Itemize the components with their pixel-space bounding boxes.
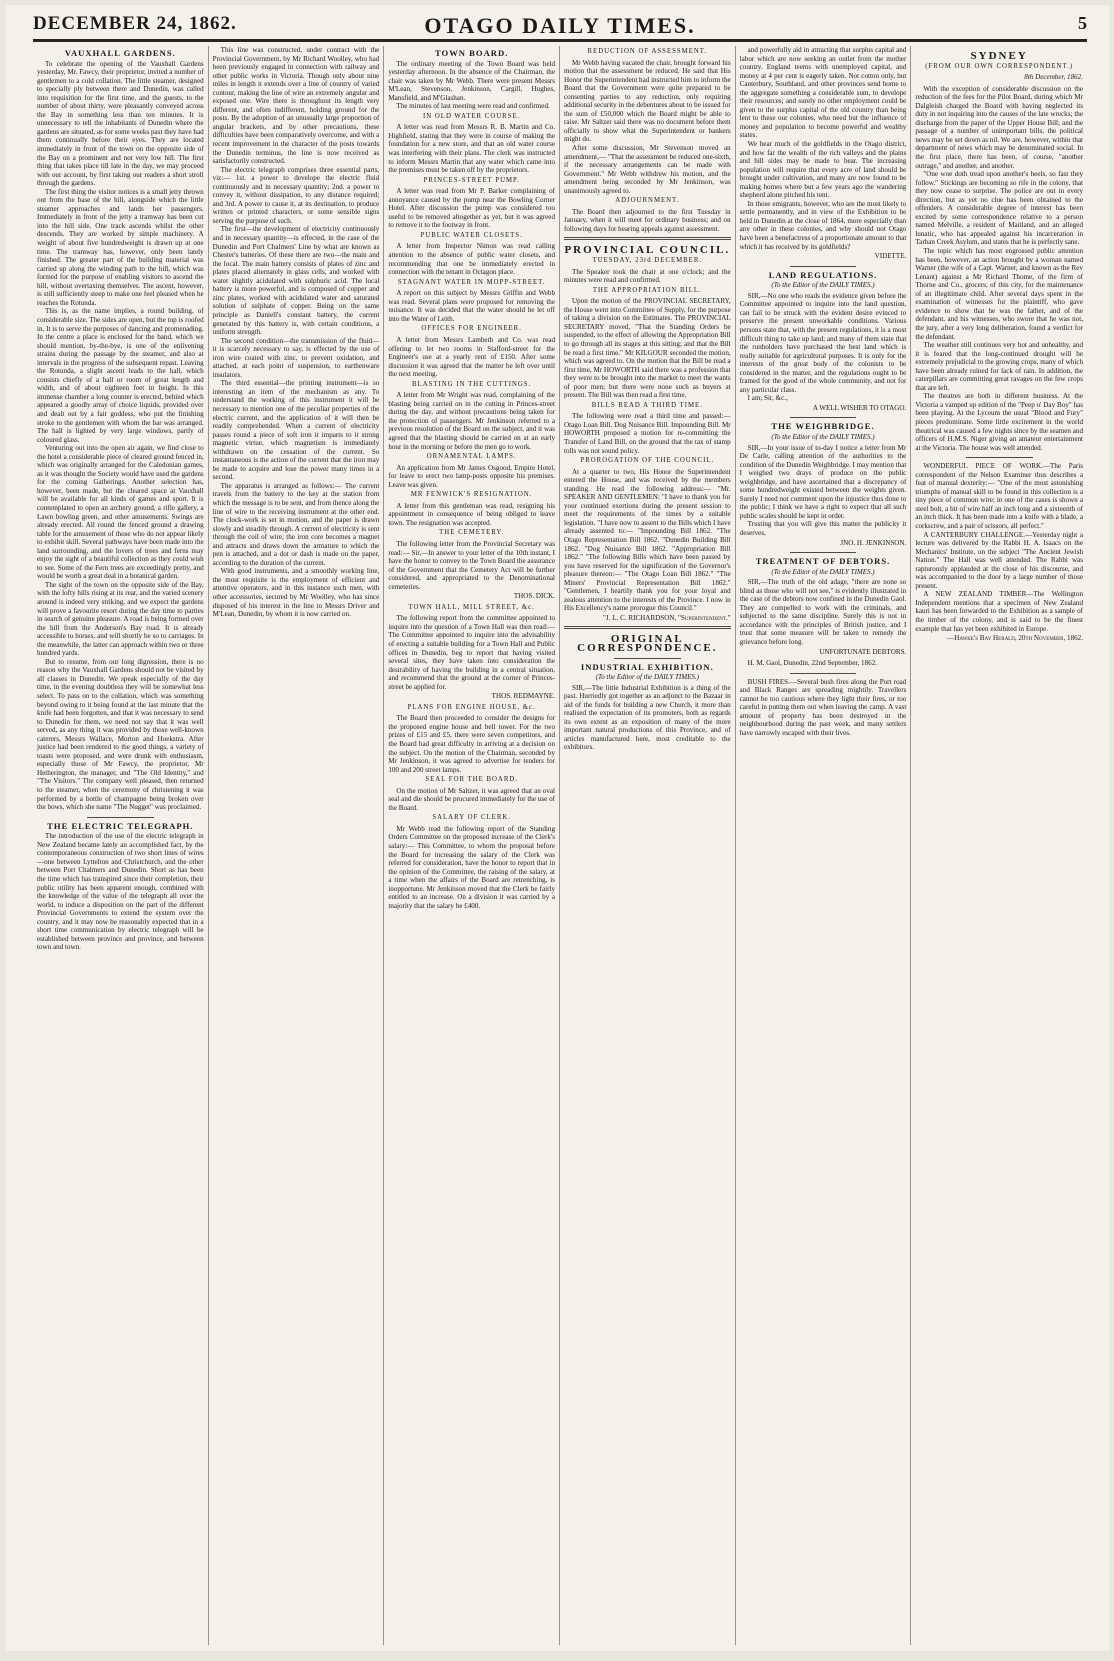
paragraph: The weather still continues very hot and unhealthy, and it is feared that the long-continued drought will be extremely prejudicial to the growing crops, many of which have been already ruined for lack of rain. In addition, the caterpillars are committing great ravages on the few crops that are left. bbox=[915, 341, 1083, 392]
subheading: OFFICES FOR ENGINEER. bbox=[421, 325, 522, 333]
session-date: TUESDAY, 23rd DECEMBER. bbox=[592, 257, 703, 265]
paragraph: A NEW ZEALAND TIMBER—The Wellington Independent mentions that a specimen of New Zealand kauri has been forwarded to the Exhibition as a sample of the timber of the colony, and is said to be the finest example that has yet been exhibited in Europe. bbox=[915, 590, 1083, 633]
paragraph: The Board then proceeded to consider the designs for the proposed engine house and bell tower. For the two prizes of £15 and £5, there were seven competitors, and the Board had great difficulty in arriving at a decision on the subject. On the motion of the Chairman, seconded by Mr Jenkinson, it was agreed to advertise for tenders for 100 and 200 street lamps. bbox=[388, 714, 555, 774]
paragraph: The minutes of last meeting were read and confirmed. bbox=[396, 102, 550, 111]
column-1 bbox=[33, 46, 209, 1645]
paragraph: The ordinary meeting of the Town Board was held yesterday afternoon. In the absence of the Chairman, the chair was taken by Mr Webb. There were present Messrs M'Lean, Stevenson, Jenkinson, Cargill, Hughes, Mansfield, and M'Glashan. bbox=[388, 59, 555, 102]
paragraph: SIR,—The truth of the old adage, "there are none so blind as those who will not see," is evidently illustrated in the case of the debtors now confined in the Dunedin Gaol. They are compelled to work with the criminals, and subjected to the same discipline. Surely this is not in accordance with the principles of British justice, and I trust that some measure will be taken to remedy the grievance before long. bbox=[739, 578, 907, 646]
newspaper-title: OTAGO DAILY TIMES. bbox=[424, 13, 696, 38]
heading-weighbridge: THE WEIGHBRIDGE. bbox=[771, 421, 875, 432]
signature: UNFORTUNATE DEBTORS. bbox=[819, 647, 907, 656]
newspaper-page bbox=[5, 5, 1109, 1651]
subheading: PRINCES-STREET PUMP. bbox=[423, 176, 520, 184]
subheading: TOWN HALL, MILL STREET, &c. bbox=[408, 603, 535, 611]
paragraph: At a quarter to two, His Honor the Superintendent entered the House, and was received by the members standing. He read the following address:— "Mr. SPEAKER AND GENTLEMEN: "I have to thank you for your continued exertions during the present session to meet the requirements of the times by a suitable legislation. "I have now to assent to the Bills which I have already assented to:— "Impounding Bill 1862. "The Otago Representation Bill 1862. "Dunedin Building Bill 1862. "Dog Nuisance Bill 1862. "Appropriation Bill 1862." "The following Bills which have been passed by you have reserved for the signification of the Governor's pleasure thereon:— "The Otago Loan Bill 1862." "The Miners' Provincial Representation Bill 1862." "Gentlemen, I heartily thank you for your loyal and zealous attention to the interests of the Province. I now in His Excellency's name prorogue this Council." bbox=[564, 467, 731, 613]
paragraph: A report on this subject by Messrs Griffin and Webb was read. Several plans were proposed for removing the nuisance. It was decided that the water should be let off into the Water of Leith. bbox=[388, 289, 555, 323]
heading-provincial-council: PROVINCIAL COUNCIL. bbox=[564, 244, 731, 257]
paragraph: The electric telegraph comprises three essential parts, viz:— 1st. a power to develope the electric fluid continuously and in necessary quantity; 2nd. a power to convey it, without dissipation, to any distance required; and 3rd. A power to cause it, at its destination, to produce written or printed characters, or some sensible signs serving the purpose of such. bbox=[212, 165, 380, 225]
column-6 bbox=[911, 46, 1087, 1645]
paragraph: In those emigrants, however, who are the most likely to settle permanently, and in view of the Exhibition to be held in Dunedin at the close of 1864, more especially than any other in these colonies, and why should not Otago have been a benefactress of a proportionate amount to that which it has received by its goldfields? bbox=[739, 199, 907, 251]
signature: JNO. H. JENKINSON. bbox=[840, 538, 907, 547]
paragraph: The theatres are both in different business. At the Victoria a vamped up edition of the "Peep o' Day Boy" has been playing. At the Lyceum the usual "Blood and Fury" pieces predominate. Some little excitement in the world theatrical was caused a few nights since by the seamen and officers of H.M.S. Niger giving an amateur entertainment at the Victoria. The house was well attended. bbox=[915, 392, 1083, 452]
subheading: REDUCTION OF ASSESSMENT. bbox=[587, 48, 708, 55]
letter-address: (To the Editor of the DAILY TIMES.) bbox=[595, 673, 699, 682]
paragraph: The second condition—the transmission of the fluid—it is scarcely necessary to say, is effected by the use of iron wire coated with zinc, to prevent oxidation, and attached, at each point of suspension, to earthenware insulators. bbox=[212, 336, 380, 379]
heading-electric-telegraph: THE ELECTRIC TELEGRAPH. bbox=[47, 820, 194, 831]
paragraph: A letter from Mr Wright was read, complaining of the blasting being carried on in the cutting in Princes-street during the day, and without precautions being taken for the protection of passengers. Mr Jenkinson referred to a previous resolution of the Board on the subject, and it was agreed that the blasting should be carried on at an early hour in the morning or before the men go to work. bbox=[388, 391, 555, 451]
subheading: BILLS READ A THIRD TIME. bbox=[591, 401, 703, 409]
column-5 bbox=[736, 46, 912, 1645]
paragraph: With good instruments, and a smoothly working line, the most requisite is the employment of efficient and attentive operators, and in this instance such men, with other accessories, secured by Mr Woolley, who has since disposed of his interest in the line to Messrs Driver and M'Lean, Dunedin, by whom it is now carried on. bbox=[212, 567, 380, 619]
paragraph: This is, as the name implies, a round building, of considerable size. The sides are open, but the top is roofed in. It is to serve the purposes of dancing and promenading. In the centre a place is enclosed for the band, which we should mention, by-the-bye, is one of the enlivening strains during the passage by the steamer, and also at intervals in the progress of the subsequent repast. Leaving the Rotunda, a slight ascent leads to the hall, which consists chiefly of a hall or room of great length and width, and of about eighteen feet in height. In this immense chamber a long counter is erected, behind which appeared a goodly array of choice liquids, provided over and dealt out by a fair goddess, who put the finishing stroke to the gentlemen with whom the bar was arranged. The hall is lighted by very large windows, partly of coloured glass. bbox=[37, 307, 204, 444]
paragraph: A letter from Inspector Nimon was read calling attention to the absence of public water closets, and recommending that one be immediately erected in connection with the tenant in Octagon place. bbox=[388, 242, 555, 277]
subheading: MR FENWICK'S RESIGNATION. bbox=[410, 491, 533, 499]
paragraph: But to resume, from our long digression, there is no reason why the Vauxhall Gardens should not be visited by all classes in Dunedin. We speak especially of the day time, in the evening doubtless they will be somewhat less select. To pass on to the collation, which was something beyond owing to it being found at the last minute that the knife had been forgotten, and that it was necessary to send to Dunedin for them, we need not say that it was well served, as any thing it was provided by those well-known caterers, Messrs Wallace, Morton and Hoekstra. After justice had been rendered to the good things, a variety of toasts were proposed, and were drunk with enthusiasm, especially those of Mr Fawcy, the proprietor, Mr Hetherington, the manager, and "The Old Identity," and "The Visitors." The company well pleased, then returned to the steamer, when the ceremony of christening it was performed by a bottle of champagne being broken over the bows, which she name "The Nugget" was proclaimed. bbox=[37, 657, 204, 812]
heading-industrial-exhibition: INDUSTRIAL EXHIBITION. bbox=[580, 661, 714, 672]
paragraph: This line was constructed, under contract with the Provincial Government, by Mr Richard Woolley, who had been previously engaged in connection with railway and other public works in Victoria. Though only about nine miles in length it extends over a line of country of varied contour, making the line of wire an extremely angular and exposed one. Wire there is throughout its length very different, and often indifferent, holding ground for the posts. By the adoption of an unusually large proportion of angular brackets, and by other precautions, these difficulties have been comparatively overcome, and with a recent improvement in the character of the posts towards the Dunedin terminus, the line is now received as satisfactorily constructed. bbox=[212, 46, 380, 166]
paragraph: The topic which has most engrossed public attention has been, however, an action brought by a woman named Warner (the wife of a Capt. Warner, and known as the Rev Lenant) against a Mr Richard Thome, of the firm of Thorne and Co., grocers, of this city, for the maintenance of an illegitimate child. After several days spent in the examination of witnesses for the plaintiff, who gave evidence to show that he was the father, and of the defendant, and his witnesses, who swore that he was not, the jury, after a very long deliberation, found a verdict for the defendant. bbox=[915, 247, 1083, 341]
signature: THOS. DICK. bbox=[513, 592, 555, 601]
heading-original-correspondence: ORIGINAL CORRESPONDENCE. bbox=[577, 633, 718, 654]
column-2 bbox=[209, 46, 385, 1645]
subheading: SALARY OF CLERK. bbox=[432, 814, 511, 822]
paragraph: After some discussion, Mr Stevenson moved an amendment,— "That the assessment be reduced one-sixth, if the necessary arrangements can be made with Government." Mr Webb withdrew his motion, and the amendment being seconded by Mr Jenkinson, was unanimously agreed to. bbox=[564, 144, 731, 195]
divider bbox=[564, 237, 731, 240]
letter-address: (To the Editor of the DAILY TIMES.) bbox=[771, 281, 875, 290]
paragraph: SIR,—The little Industrial Exhibition is a thing of the past. Hurriedly got together as an adjunct to the Bazaar in aid of the funds for building a new Church, it more than realised the expectation of its promoters, both as regards its own extent as an exposition of many of the more important natural productions of this Province, and of articles manufactured here, most creditable to the exhibitors. bbox=[564, 683, 731, 752]
paragraph: Trusting that you will give this matter the publicity it deserves, bbox=[739, 520, 907, 537]
subheading: THE APPROPRIATION BILL. bbox=[592, 286, 702, 294]
heading-vauxhall-gardens: VAUXHALL GARDENS. bbox=[64, 48, 176, 58]
divider bbox=[790, 552, 857, 553]
paragraph: The third essential—the printing instrument—is so interesting an item of the mechanism as any. To understand the working of this instrument it will be necessary to mention one of the peculiar properties of the electric current, and the application of it will then be readily comprehended. When a current of electricity passes round a piece of soft iron it imparts to it strong magnetic virtue, which magnetism is immediately withdrawn on the cessation of the current. So instantaneous is the action of the current that the iron may be made to acquire and lose the power many times in a second. bbox=[212, 379, 380, 482]
column-3 bbox=[384, 46, 560, 1645]
paragraph: The first thing the visitor notices is a small jetty thrown out from the base of the hill, alongside which the little steamer approaches and lands her passengers. Immediately in front of the jetty a tramway has been cut into the hill side. One track ascends whilst the other descends. They are worked by simple machinery. A weight of about five hundredweight is drawn up at one time. The tramway has, however, only been lately finished. The greater part of the building material was carried up along the winding path to the hill, which was formed for the purpose of enabling visitors to ascend the hill, without overtaxing themselves. The ascent, however, is still sufficiently steep to make one feel pleased when he reaches the Rotunda. bbox=[37, 187, 204, 307]
paragraph: Mr Webb read the following report of the Standing Orders Committee on the proposed increase of the Clerk's salary:— This Committee, to whom the proposal before the Board for increasing the salary of the Clerk was referred for consideration, have the honor to report that in the opinion of the Committee, the raising of the salary, at a time when the affairs of the Board are retrenching, is inopportune. Mr Jenkinson moved that the Clerk be fairly entitled to an increase. On a division it was carried by a majority that the salary be £400. bbox=[388, 824, 555, 910]
paragraph: I am, Sir, &c., bbox=[747, 394, 788, 403]
letter-address: (To the Editor of the DAILY TIMES.) bbox=[771, 432, 875, 441]
paragraph: To celebrate the opening of the Vauxhall Gardens yesterday, Mr. Fawcy, their proprietor, invited a number of gentlemen to a cold collation. The little steamer, designed to specially ply between there and Dunedin, was called into requisition for the first time, and the guests, to the number of about thirty, were pleasantly conveyed across the Bay in something less than ten minutes. It is unnecessary to tell the inhabitants of Dunedin where the gardens are situated, as for some weeks past they have had them continually before their eyes. They are located immediately in front of the town on the opposite side of the Bay on a prominent and not very low hill. The first thing that takes place till late in the day, we may proceed with our account, by first taking our readers a short stroll through the gardens. bbox=[37, 59, 204, 188]
paragraph: "One woe doth tread upon another's heels, so fast they follow." Stickings are becoming so rife in the colony, that they now cease to surprise. The police are out in every direction, but as yet no clue has been obtained to the offenders. A considerable degree of interest has been excited by some correspondence relative to a person named Melville, a resident of Maitland, and an alleged lunatic, who has appealed against his incarceration in Tarban Creek Asylum, and states that he is perfectly sane. bbox=[915, 170, 1083, 247]
divider bbox=[614, 658, 681, 659]
paragraph: On the motion of Mr Saltzer, it was agreed that an oval seal and die should be procured immediately for the use of the Board. bbox=[388, 786, 555, 812]
divider bbox=[790, 673, 857, 674]
issue-date: DECEMBER 24, 1862. bbox=[33, 13, 237, 34]
heading-sydney: SYDNEY bbox=[970, 50, 1028, 62]
paragraph: The introduction of the use of the electric telegraph in New Zealand became lately an accomplished fact, by the contemporaneous construction of two short lines of wires—one between Lyttelton and Christchurch, and the other between Port Chalmers and Dunedin. Short as has been the time which has transpired since their completion, their public utility has been apparent enough, combined with the knowledge of the value of the telegraph all over the world, to induce a disposition on the part of the different Provincial Governments to extend the system over the country, and it may now be reasonably expected that in a short time communication by electric telegraph will be established between province and province, and between town and town. bbox=[37, 832, 204, 952]
paragraph: Upon the motion of the PROVINCIAL SECRETARY, the House went into Committee of Supply, for the purpose of taking a division on the Estimates. The PROVINCIAL SECRETARY moved, "That the Standing Orders be suspended, to the effect of allowing the Appropriation Bill to go through all its stages at this sitting; and that the Bill be read a first time." Mr KILGOUR seconded the motion, which was agreed to. On the motion that the Bill be read a first time, Mr HOWORTH said there was a profession that they were to be brought into the market to meet the wants of poor men; but there were none such as buyers at present. The Bill was then read a first time. bbox=[564, 297, 731, 400]
paragraph: SIR,—In your issue of to-day I notice a letter from Mr De Carle, calling attention of the authorities to the condition of the Dunedin Weighbridge. I may mention that I weighed two drays of produce on the public weighbridge, and have ascertained that a discrepancy of some hundredweight existed between the weights given. Surely I need not comment upon the injustice thus done to the public; I think we have a right to expect that all such public scales should be kept in order. bbox=[739, 443, 907, 520]
correspondent-line: (FROM OUR OWN CORRESPONDENT.) bbox=[925, 62, 1074, 70]
paragraph: The Board then adjourned to the first Tuesday in January, when it will meet for ordinary business; and on following days for hearing appeals against assessment. bbox=[564, 207, 731, 233]
paragraph: A letter was read from Mr P. Barker complaining of annoyance caused by the pump near the Bowling Corner Hotel. After discussion the pump was considered too useful to be removed altogether as yet, but it was agreed to remove it to the footway in front. bbox=[388, 187, 555, 230]
letter-address: (To the Editor of the DAILY TIMES.) bbox=[771, 567, 875, 576]
paragraph: Mr Webb having vacated the chair, brought forward his motion that the assessment be reduced. He said that His Honor the Superintendent had instructed him to inform the Board that the Government were quite prepared to be consenting parties to any reduction, only requiring additional security in the debentures about to be issued for the sum of £50,000 which the Board might be able to raise. Mr Saltzer said there was no document before them officially to show what the Superintendent or bankers might do. bbox=[564, 58, 731, 144]
source-line: —Hawke's Bay Herald, 20th November, 1862. bbox=[947, 634, 1083, 643]
paragraph: H. M. Gaol, Dunedin, 22nd September, 1862. bbox=[747, 659, 878, 668]
paragraph: The following letter from the Provincial Secretary was read:— Sir,—In answer to your letter of the 10th instant, I have the honor to convey to the Town Board the assurance of the Government that the Cemetery Act will be further considered, and appropriated to the Denominational cemeteries. bbox=[388, 539, 555, 591]
paragraph: We hear much of the goldfields in the Otago district, and how far the wealth of the rich valleys and the plains and hill sides may be made to bear. The increasing population will require that every acre of land should be brought under cultivation, and many are now found to be making homes where but a few years ago the wandering shepherd alone pitched his tent. bbox=[739, 140, 907, 200]
divider bbox=[790, 417, 857, 418]
paragraph: BUSH FIRES.—Several bush fires along the Port road and Black Ranges are spreading mightily. Travellers cannot be too cautious where they light their fires, or too careful in putting them out when leaving the camp. A vast amount of property has been destroyed in the neighbourhood during the past week, and many settlers have narrowly escaped with their lives. bbox=[739, 677, 907, 737]
subheading: PROROGATION OF THE COUNCIL. bbox=[580, 457, 715, 465]
subheading: ORNAMENTAL LAMPS. bbox=[426, 453, 517, 461]
paragraph: and powerfully aid in attracting that surplus capital and labor which are now seeking an outlet from the mother country. England teems with unemployed capital, and money at 4 per cent is eagerly taken. Not cotton only, but Canterbury, Southland, and other provinces send home to the aggregate something a considerable sum, to develope their resources; and surely no other employment could be given to the surplus capital of the old country than being lent to these our colonies, who need but the influence of money and population to become powerful and wealthy states. bbox=[739, 46, 907, 140]
page-number: 5 bbox=[1078, 13, 1087, 33]
dateline: 8th December, 1862. bbox=[1024, 73, 1083, 82]
signature: "J. L. C. RICHARDSON, "Superintendent." bbox=[603, 613, 731, 622]
subheading: BLASTING IN THE CUTTINGS. bbox=[412, 380, 532, 388]
paragraph: The following were read a third time and passed:— Otago Loan Bill. Dog Nuisance Bill. Impounding Bill. Mr HOWORTH proposed a motion for re-committing the Transfer of Land Bill, on the ground that the tax of stamp tolls was not sound policy. bbox=[564, 412, 731, 455]
paragraph: The sight of the town on the opposite side of the Bay, with the lofty hills rising at its rear, and the varied scenery around is indeed very striking, and we expect the gardens will prove a favourite resort during the day time to parties in search of genuine pleasure. A road is being formed over the hill from the Anderson's Bay road. It is already accessible to horses, and will shortly be so to carriages. In the meanwhile, the latter can approach within two or three hundred yards. bbox=[37, 580, 204, 658]
divider bbox=[790, 266, 857, 267]
paragraph: SIR,—No one who reads the evidence given before the Committee appointed to inquire into the land question, can fail to be struck with the evident desire evinced to preserve the present unworkable conditions. Various persons state that, with the present regulations, it is a most difficult thing to take up land; and many of them state that the runholders have purchased the best land which is really suitable for agricultural purposes. It is only for the interests of the great body of the colonists to be considered in the matter, and the regulations ought to be framed for the good of the whole community, and not for any particular class. bbox=[739, 291, 907, 394]
subheading: ADJOURNMENT. bbox=[615, 197, 680, 205]
paragraph: A CANTERBURY CHALLENGE.—Yesterday night a lecture was delivered by the Rabbi H. A. Isaacs on the Mechanics' Institute, on the subject "The Ancient Jewish Nation." The Hall was well attended. The Rabbi was rapturously applauded at the close of his discourse, and was accompanied to the door by a large number of those present. bbox=[915, 530, 1083, 590]
subheading: PLANS FOR ENGINE HOUSE, &c. bbox=[407, 703, 536, 711]
paragraph: An application from Mr James Osgood, Empire Hotel, for leave to erect two lamp-posts opposite his premises. Leave was given. bbox=[388, 463, 555, 489]
heading-town-board: TOWN BOARD. bbox=[434, 48, 509, 58]
heading-treatment-of-debtors: TREATMENT OF DEBTORS. bbox=[755, 556, 891, 567]
paragraph: The Speaker took the chair at one o'clock; and the minutes were read and confirmed. bbox=[564, 267, 731, 285]
divider bbox=[564, 626, 731, 629]
paragraph: A letter from this gentleman was read, resigning his appointment in consequence of being obliged to leave town. The resignation was accepted. bbox=[388, 501, 555, 527]
paragraph: A letter was read from Messrs R. B. Martin and Co. Highfield, stating that they were in course of making the foundation for a new store, and that an old water course was interfering with their plans. The clerk was instructed to inform Messrs Martin that any water which came into the premises must be taken off by the proprietors. bbox=[388, 123, 555, 175]
subheading: SEAL FOR THE BOARD. bbox=[425, 776, 518, 784]
paragraph: With the exception of considerable discussion on the reduction of the fees for the Pilot Board, during which Mr Dalgleish charged the Board with having neglected its duty in not inquiring into the causes of the late wrecks; the discharge from the paper of the Upper House Bill; and the passage of a number of unimportant bills, the political news may be set down as nil. We are, however, within that department of news which may be denominated social. In the first place, there has been, of course, "another outrage," and another, and another. bbox=[915, 84, 1083, 170]
paragraph: Venturing out into the open air again, we find close to the hotel a considerable piece of cleared ground fenced in, which was originally arranged for the Caledonian games, as it was thought the Society would have used the gardens for the coming Gatherings. Another selection has, however, been made, but the cleared space at Vauxhall will be available for all kinds of games and sport. It is contemplated to open an archery ground, a rifle gallery, a Lawn bowling green, and other amusements. Swings are already erected. All round the fenced ground a drawing table for the amusement of those who do not appear likely to exhibit skill. Several pathways have been made into the land surrounding, and the lovers of trees and ferns may enjoy the sight of a beautiful collection as they could wish to see. Some of the Fern trees are exceedingly pretty, and would be worth a great deal in a botanical garden. bbox=[37, 444, 204, 581]
signature: A WELL WISHER TO OTAGO. bbox=[812, 403, 907, 412]
signature: VIDETTE. bbox=[874, 252, 907, 261]
column-4 bbox=[560, 46, 736, 1645]
signature: THOS. REDMAYNE. bbox=[491, 692, 555, 701]
columns bbox=[33, 46, 1087, 1645]
masthead bbox=[33, 11, 1087, 41]
paragraph: The first—the development of electricity continuously and in necessary quantity—is effected, in the case of the Dunedin and Port Chalmers' Line by what are known as Chester's batteries. Of these there are two—the main and the local. The main battery consists of plates of zinc and plates placed alternately in glass cells, and worked with water slightly acidulated with sulphuric acid. The local battery is more powerful, and is composed of copper and zinc plates, worked with acidulated water and saturated solution of sulphate of copper. Being on the same principle as Daniell's constant battery, the current generated by this battery is, with certain conditions, a uniform strength. bbox=[212, 225, 380, 337]
subheading: STAGNANT WATER IN MOPP-STREET. bbox=[397, 278, 546, 286]
heading-land-regulations: LAND REGULATIONS. bbox=[768, 269, 878, 280]
paragraph: The following report from the committee appointed to inquire into the question of a Town Hall was then read:— The Committee appointed to inquire into the advisability of erecting a suitable building for a Town Hall and Public offices in Dunedin, beg to report that having visited several sites, they have taken into consideration the desirability of having the building in a central situation, and recommend that the ground at the corner of Princes-street be applied for. bbox=[388, 614, 555, 691]
subheading: IN OLD WATER COURSE. bbox=[423, 112, 521, 120]
paragraph: The apparatus is arranged as follows:— The current travels from the battery to the key at the station from which the message is to be sent, and from thence along the line of wire to the receiving instrument at the other end. The clock-work is set in motion, and the paper is drawn slowly and steadily through. A current of electricity is sent through the coil of wire, the iron core becomes a magnet and attracts and draws down the armature to which the pen is attached, and a dot or dash is made on the paper, according to the duration of the current. bbox=[212, 481, 380, 567]
subheading: PUBLIC WATER CLOSETS. bbox=[420, 231, 523, 239]
paragraph: WONDERFUL PIECE OF WORK.—The Paris correspondent of the Nelson Examiner thus describes a feat of manual dexterity:— "One of the most astonishing triumphs of manual skill to be found in this collection is a tiny piece of common wire; in one of the cases is shown a steel bolt, a bit of wire half an inch long and a sixteenth of an inch thick. It has been made into a knife with a blade, a corkscrew, and a pair of scissors, all perfect." bbox=[915, 462, 1083, 530]
paragraph: A letter from Messrs Lambeth and Co. was read offering to let two rooms in Stafford-street for the Engineer's use at a yearly rent of £150. After some discussion it was agreed that the matter be left over until the next meeting. bbox=[388, 335, 555, 379]
divider bbox=[966, 457, 1033, 458]
divider bbox=[87, 817, 154, 818]
masthead-rule bbox=[33, 41, 1087, 42]
subheading: THE CEMETERY. bbox=[439, 529, 505, 537]
